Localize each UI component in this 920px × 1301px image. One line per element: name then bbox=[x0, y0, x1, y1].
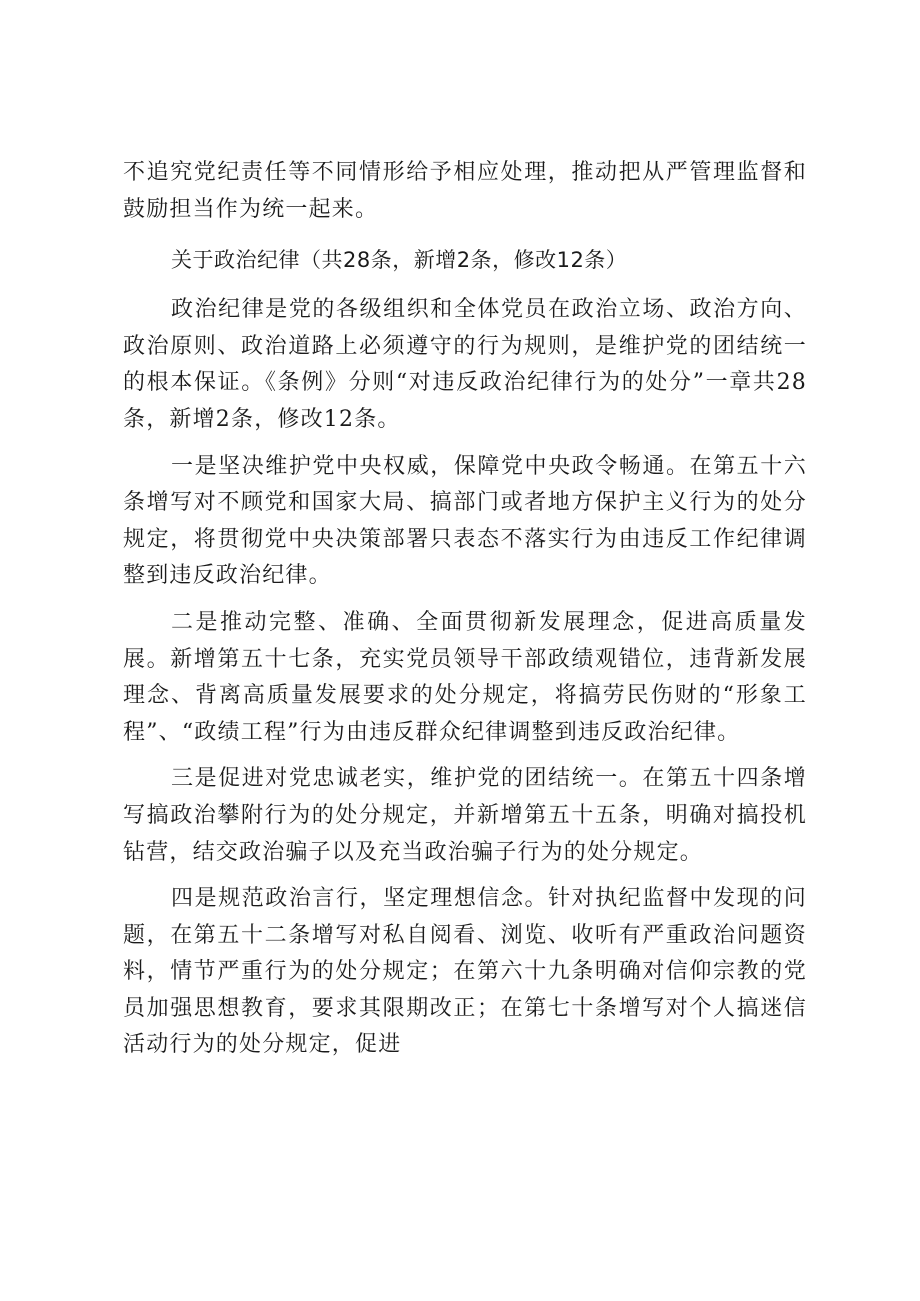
section-heading: 关于政治纪律（共28条，新增2条，修改12条） bbox=[171, 248, 628, 273]
body-paragraph-point-1: 一是坚决维护党中央权威，保障党中央政令畅通。在第五十六条增写对不顾党和国家大局、搞部门或者地方保护主义行为的处分规定，将贯彻党中央决策部署只表态不落实行为由违反工作纪律调整到违反政治纪律。 bbox=[123, 453, 807, 589]
body-paragraph-point-2: 二是推动完整、准确、全面贯彻新发展理念，促进高质量发展。新增第五十七条，充实党员领导干部政绩观错位，违背新发展理念、背离高质量发展要求的处分规定，将搞劳民伤财的“形象工程”、“政绩工程”行为由违反群众纪律调整到违反政治纪律。 bbox=[123, 609, 807, 745]
continuation-paragraph: 不追究党纪责任等不同情形给予相应处理，推动把从严管理监督和鼓励担当作为统一起来。 bbox=[123, 160, 807, 222]
body-paragraph-point-3: 三是促进对党忠诚老实，维护党的团结统一。在第五十四条增写搞政治攀附行为的处分规定，并新增第五十五条，明确对搞投机钻营，结交政治骗子以及充当政治骗子行为的处分规定。 bbox=[123, 766, 807, 865]
body-paragraph-intro: 政治纪律是党的各级组织和全体党员在政治立场、政治方向、政治原则、政治道路上必须遵守的行为规则，是维护党的团结统一的根本保证。《条例》分则“对违反政治纪律行为的处分”一章共28条，新增2条，修改12条。 bbox=[123, 297, 807, 432]
body-paragraph-point-4: 四是规范政治言行，坚定理想信念。针对执纪监督中发现的问题，在第五十二条增写对私自阅看、浏览、收听有严重政治问题资料，情节严重行为的处分规定；在第六十九条明确对信仰宗教的党员加强思想教育，要求其限期改正；在第七十条增写对个人搞迷信活动行为的处分规定，促进 bbox=[123, 886, 807, 1058]
document-body bbox=[123, 155, 807, 1064]
